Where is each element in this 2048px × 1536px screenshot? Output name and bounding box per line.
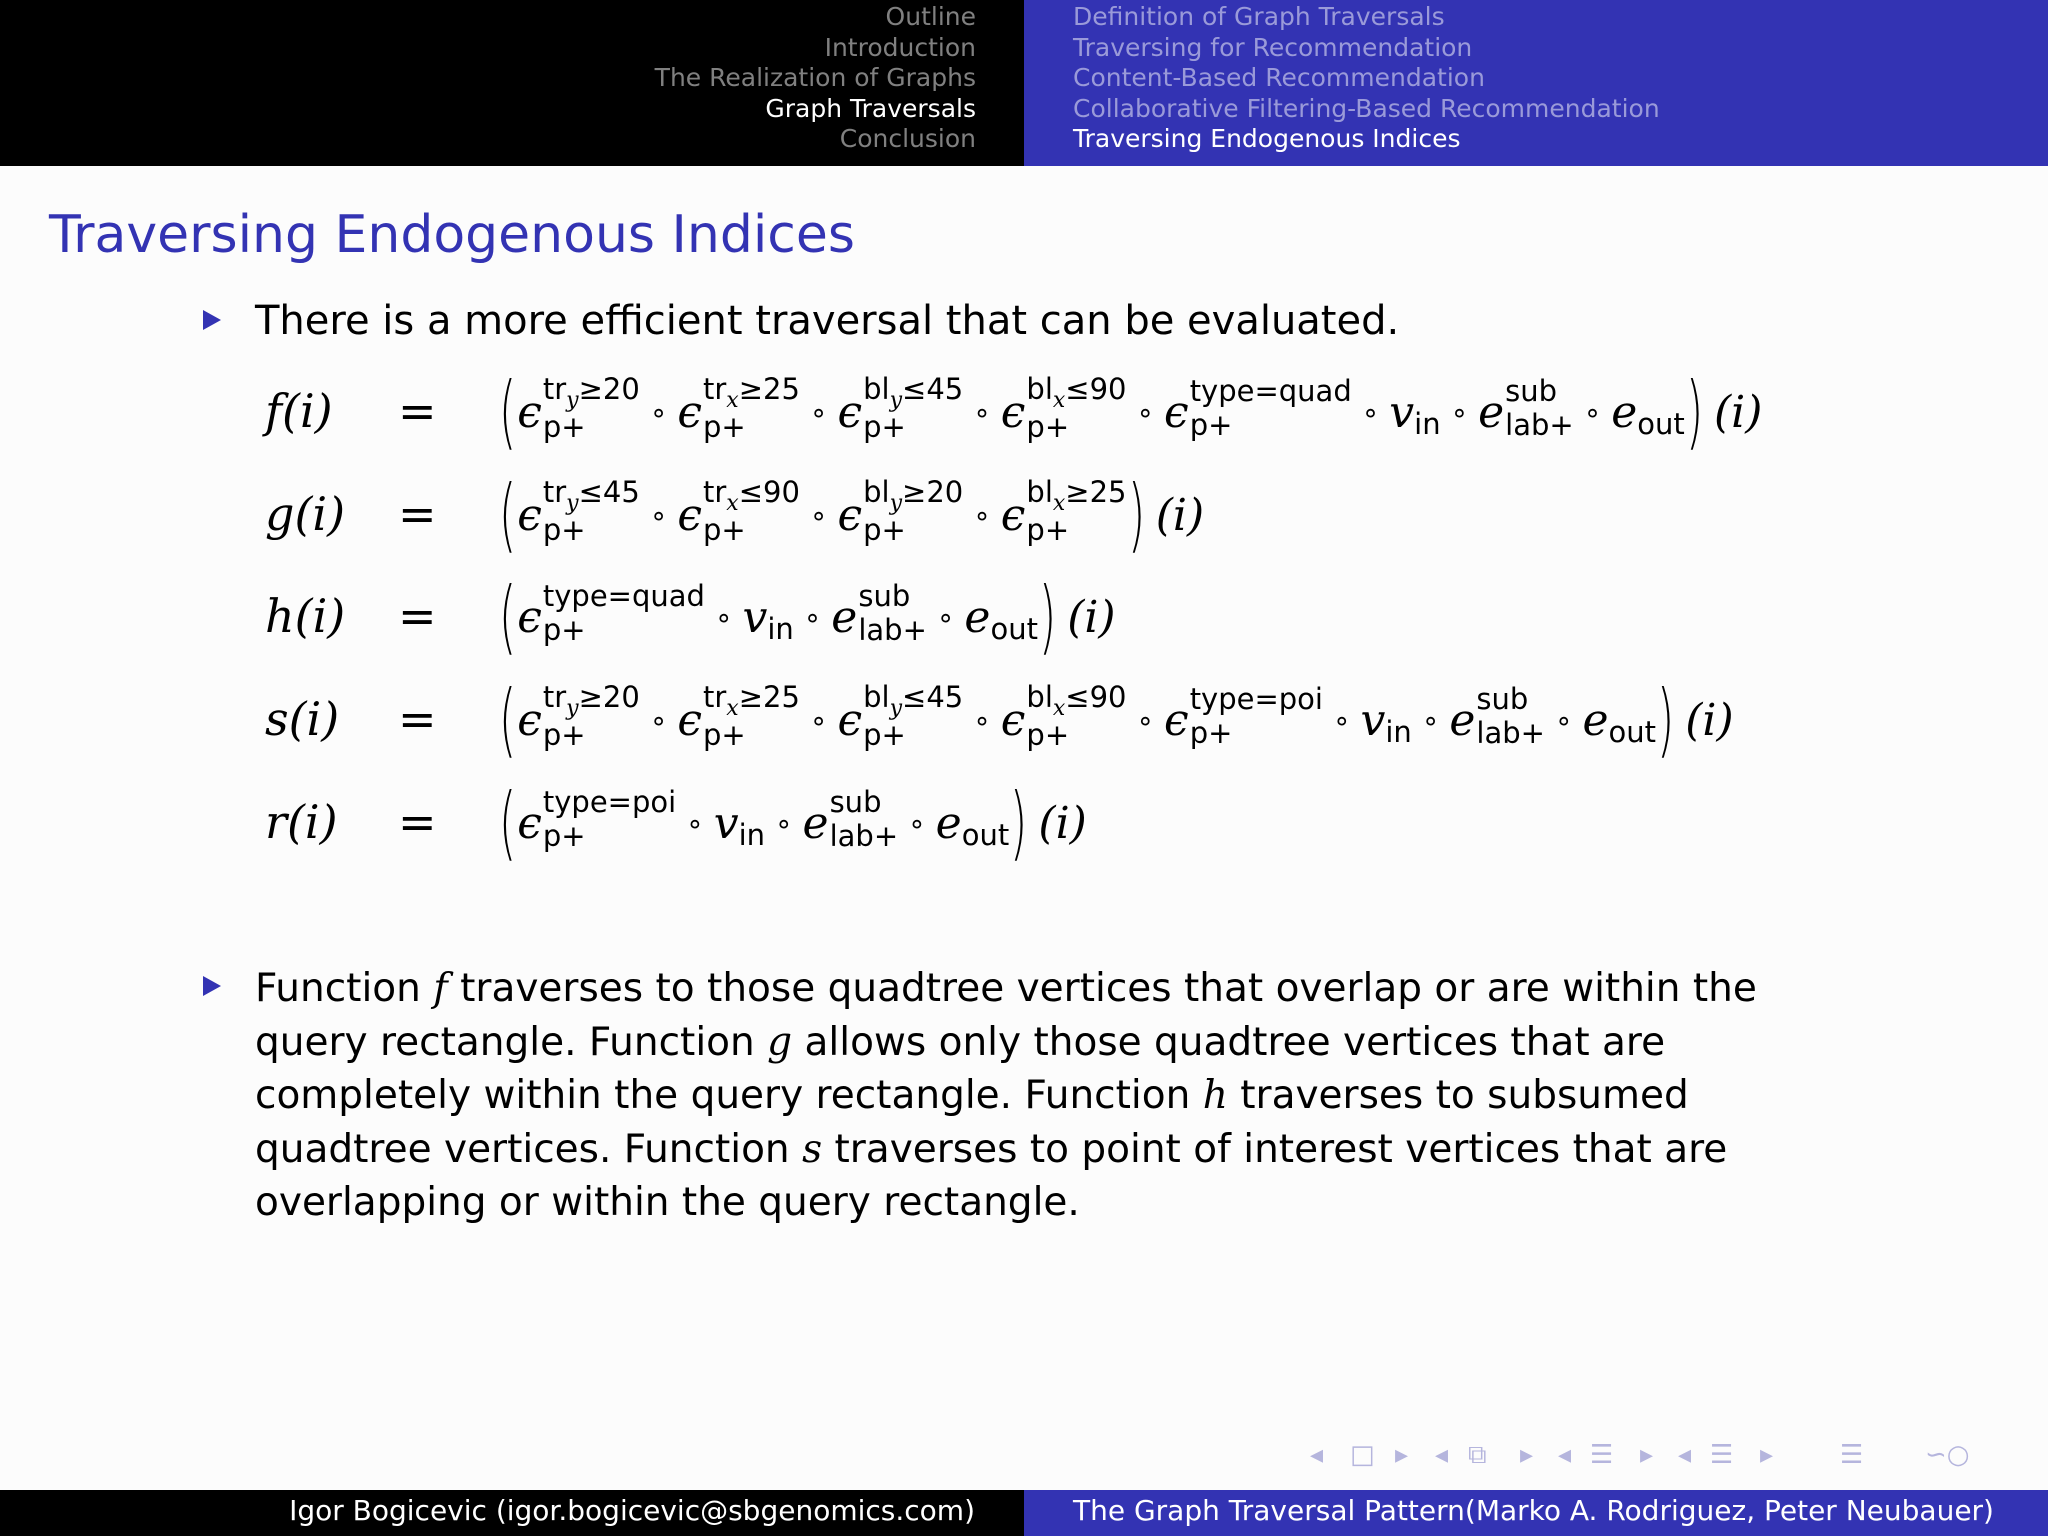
term-subscript: p+ bbox=[1026, 513, 1070, 547]
term-subscript: p+ bbox=[1026, 718, 1070, 752]
left-paren: ( bbox=[499, 570, 517, 663]
term-scripts bbox=[703, 372, 800, 444]
equation-term bbox=[1000, 372, 1127, 444]
term-subscript: p+ bbox=[703, 513, 746, 547]
left-paren: ( bbox=[499, 365, 517, 458]
term-subscript: lab+ bbox=[829, 819, 899, 853]
term-scripts bbox=[863, 372, 964, 444]
compose-operator: ∘ bbox=[1554, 703, 1573, 737]
compose-operator: ∘ bbox=[1136, 703, 1155, 737]
subsection-nav bbox=[1024, 0, 2048, 166]
sup-main: bl bbox=[863, 680, 890, 714]
term-scripts bbox=[542, 785, 677, 853]
term-scripts bbox=[863, 680, 964, 752]
equation-term bbox=[1360, 694, 1412, 749]
sup-rest: ≤45 bbox=[578, 475, 640, 509]
equation-lhs: s(i) bbox=[265, 692, 340, 746]
function-name: h bbox=[1202, 1073, 1228, 1118]
right-paren: ) bbox=[1038, 570, 1057, 663]
term-subscript: out bbox=[990, 612, 1038, 646]
term-superscript bbox=[703, 475, 800, 516]
nav-search-icon[interactable]: ∽○ bbox=[1925, 1440, 1970, 1470]
text-run: traverses to point of interest vertices that are overlapping or within the query rectangle. bbox=[255, 1126, 1728, 1225]
sup-main: tr bbox=[542, 372, 567, 406]
compose-operator: ∘ bbox=[809, 498, 828, 532]
compose-operator: ∘ bbox=[973, 498, 991, 532]
term-superscript bbox=[703, 372, 800, 413]
sup-rest: ≤90 bbox=[738, 475, 800, 509]
function-name: g bbox=[767, 1019, 793, 1065]
header-section-link[interactable]: Introduction bbox=[824, 32, 976, 62]
equation-term bbox=[517, 680, 640, 752]
sup-var: y bbox=[566, 696, 579, 721]
compose-operator: ∘ bbox=[686, 806, 704, 840]
step-symbol: e bbox=[1582, 694, 1609, 746]
sup-main: tr bbox=[703, 680, 727, 714]
equation-term bbox=[802, 785, 899, 853]
equation-term bbox=[1000, 475, 1127, 547]
term-superscript bbox=[543, 787, 676, 817]
term-subscript: p+ bbox=[542, 718, 586, 752]
nav-next-doc-icon[interactable]: ▸ bbox=[1760, 1440, 1774, 1470]
term-scripts bbox=[863, 475, 964, 547]
term-superscript bbox=[1190, 376, 1352, 406]
equation-argument: (i) bbox=[1685, 694, 1734, 746]
bullet-text bbox=[255, 962, 1795, 1230]
term-superscript: sub bbox=[1476, 682, 1529, 716]
header-subsection-link[interactable]: Traversing Endogenous Indices bbox=[1073, 124, 1461, 153]
term-subscript: lab+ bbox=[1505, 408, 1574, 442]
equation-term bbox=[837, 372, 964, 444]
nav-frame-icon[interactable]: □ bbox=[1350, 1440, 1375, 1470]
nav-outline-icon[interactable]: ☰ bbox=[1840, 1440, 1864, 1470]
term-scripts bbox=[1476, 682, 1545, 750]
sup-main: bl bbox=[1026, 372, 1053, 406]
compose-operator: ∘ bbox=[1421, 703, 1440, 737]
term-subscript: lab+ bbox=[1476, 716, 1545, 750]
nav-prev-frame-icon[interactable]: ◂ bbox=[1310, 1440, 1324, 1470]
term-superscript: sub bbox=[858, 579, 911, 613]
sup-main: type=quad bbox=[542, 579, 705, 613]
term-scripts bbox=[1505, 374, 1574, 442]
term-superscript bbox=[863, 372, 964, 413]
equation-lhs: f(i) bbox=[265, 384, 333, 438]
header-subsection-link[interactable]: Definition of Graph Traversals bbox=[1073, 2, 1445, 31]
header-subsection-link[interactable]: Collaborative Filtering-Based Recommendation bbox=[1073, 93, 1660, 123]
term-subscript: out bbox=[1637, 407, 1685, 441]
term-superscript bbox=[1190, 684, 1323, 714]
equation-row bbox=[0, 773, 2000, 873]
equation-term bbox=[1611, 386, 1685, 441]
term-superscript bbox=[863, 475, 964, 516]
sup-main: bl bbox=[863, 372, 890, 406]
compose-operator: ∘ bbox=[809, 703, 828, 737]
term-scripts bbox=[703, 475, 800, 547]
compose-operator: ∘ bbox=[1583, 395, 1602, 429]
term-superscript: sub bbox=[1505, 374, 1558, 408]
epsilon-symbol: ϵ bbox=[517, 489, 542, 541]
equation-rhs bbox=[498, 773, 1087, 873]
compose-operator: ∘ bbox=[1361, 395, 1380, 429]
compose-operator: ∘ bbox=[973, 703, 991, 737]
equation-term bbox=[1389, 386, 1441, 441]
compose-operator: ∘ bbox=[973, 395, 991, 429]
compose-operator: ∘ bbox=[775, 806, 793, 840]
sup-var: x bbox=[726, 696, 739, 721]
term-scripts bbox=[703, 680, 800, 752]
sup-rest: ≤45 bbox=[902, 680, 964, 714]
edge-symbol: e bbox=[802, 797, 829, 849]
epsilon-symbol: ϵ bbox=[1000, 489, 1026, 541]
term-superscript bbox=[543, 581, 705, 611]
term-scripts bbox=[542, 680, 640, 752]
term-subscript: p+ bbox=[542, 819, 586, 853]
equation-argument: (i) bbox=[1155, 489, 1205, 541]
equation-equals: = bbox=[398, 692, 437, 746]
sup-var: x bbox=[726, 491, 739, 516]
nav-next-subsection-icon[interactable]: ▸ bbox=[1520, 1440, 1534, 1470]
compose-operator: ∘ bbox=[936, 600, 955, 634]
equation-argument: (i) bbox=[1714, 386, 1763, 438]
equation-equals: = bbox=[398, 487, 437, 541]
footer-bar bbox=[0, 1490, 2048, 1536]
epsilon-symbol: ϵ bbox=[517, 386, 542, 438]
sup-main: bl bbox=[863, 475, 890, 509]
nav-section-icon[interactable]: ☰ bbox=[1590, 1440, 1614, 1470]
term-subscript: in bbox=[767, 612, 794, 646]
equation-term bbox=[677, 475, 800, 547]
equation-equals: = bbox=[398, 795, 437, 849]
slide-title: Traversing Endogenous Indices bbox=[49, 205, 855, 265]
epsilon-symbol: ϵ bbox=[1164, 694, 1189, 746]
sup-main: tr bbox=[703, 475, 727, 509]
sup-rest: ≥25 bbox=[1065, 475, 1127, 509]
navigation-symbols bbox=[1310, 1440, 2030, 1480]
sup-main: tr bbox=[542, 680, 567, 714]
nav-next-frame-icon[interactable]: ▸ bbox=[1395, 1440, 1409, 1470]
compose-operator: ∘ bbox=[803, 600, 822, 634]
equation-term bbox=[1449, 682, 1545, 750]
step-symbol: v bbox=[1389, 386, 1415, 438]
function-name: s bbox=[802, 1126, 823, 1172]
function-name: f bbox=[433, 966, 448, 1011]
equation-term bbox=[742, 591, 794, 646]
sup-main: type=poi bbox=[542, 785, 677, 819]
equation-term bbox=[837, 475, 964, 547]
sup-rest: ≥20 bbox=[578, 680, 640, 714]
edge-symbol: e bbox=[831, 591, 858, 643]
epsilon-symbol: ϵ bbox=[517, 591, 542, 643]
term-superscript bbox=[542, 372, 640, 413]
compose-operator: ∘ bbox=[1136, 395, 1155, 429]
footer-author: Igor Bogicevic (igor.bogicevic@sbgenomics.com) bbox=[0, 1490, 1024, 1536]
nav-next-section-icon[interactable]: ▸ bbox=[1640, 1440, 1654, 1470]
left-paren: ( bbox=[499, 776, 517, 869]
bullet-triangle-icon bbox=[203, 976, 221, 996]
equation-row bbox=[0, 362, 2000, 462]
equation-term bbox=[837, 680, 964, 752]
term-superscript bbox=[1026, 475, 1127, 516]
sup-rest: ≥20 bbox=[902, 475, 964, 509]
sup-main: bl bbox=[1026, 475, 1053, 509]
bullet-triangle-icon bbox=[203, 310, 221, 330]
step-symbol: v bbox=[713, 797, 739, 849]
bullet-text: There is a more efficient traversal that can be evaluated. bbox=[255, 298, 1400, 344]
header-section-link[interactable]: Conclusion bbox=[839, 124, 976, 153]
right-paren: ) bbox=[1685, 365, 1703, 458]
sup-rest: ≤90 bbox=[1065, 680, 1127, 714]
text-run: Function bbox=[255, 966, 434, 1011]
term-scripts bbox=[542, 475, 640, 547]
term-subscript: p+ bbox=[1026, 410, 1070, 444]
sup-main: tr bbox=[703, 372, 727, 406]
edge-symbol: e bbox=[1449, 694, 1476, 746]
right-paren: ) bbox=[1010, 776, 1028, 869]
term-superscript bbox=[1026, 372, 1127, 413]
equation-lhs: r(i) bbox=[265, 795, 338, 849]
equation-term bbox=[517, 372, 640, 444]
term-scripts bbox=[1026, 372, 1127, 444]
right-paren: ) bbox=[1657, 673, 1675, 766]
equation-term bbox=[677, 372, 800, 444]
compose-operator: ∘ bbox=[714, 600, 733, 634]
equation-equals: = bbox=[398, 589, 437, 643]
epsilon-symbol: ϵ bbox=[1164, 386, 1189, 438]
term-subscript: p+ bbox=[863, 513, 906, 547]
equation-term bbox=[1000, 680, 1127, 752]
sup-rest: ≤45 bbox=[902, 372, 964, 406]
nav-prev-doc-icon[interactable]: ◂ bbox=[1678, 1440, 1692, 1470]
compose-operator: ∘ bbox=[908, 806, 926, 840]
term-scripts bbox=[542, 372, 640, 444]
term-superscript bbox=[542, 475, 640, 516]
header-bar bbox=[0, 0, 2048, 166]
term-scripts bbox=[542, 579, 705, 647]
equation-term bbox=[677, 680, 800, 752]
term-subscript: in bbox=[1385, 715, 1412, 749]
text-run: traverses to subsumed quadtree vertices. Function bbox=[255, 1073, 1689, 1172]
term-scripts bbox=[1026, 475, 1127, 547]
term-subscript: p+ bbox=[703, 410, 746, 444]
term-subscript: out bbox=[1608, 715, 1657, 749]
equation-rhs bbox=[498, 362, 1762, 462]
sup-var: y bbox=[566, 491, 579, 516]
equation-term bbox=[1164, 374, 1352, 442]
equation-term bbox=[831, 579, 927, 647]
sup-main: bl bbox=[1026, 680, 1053, 714]
footer-title: The Graph Traversal Pattern(Marko A. Rodriguez, Peter Neubauer) bbox=[1024, 1490, 2048, 1536]
equation-row bbox=[0, 670, 2000, 770]
term-subscript: p+ bbox=[1189, 408, 1233, 442]
header-section-link[interactable]: The Realization of Graphs bbox=[654, 63, 976, 92]
epsilon-symbol: ϵ bbox=[517, 797, 542, 849]
sup-var: y bbox=[889, 388, 903, 413]
epsilon-symbol: ϵ bbox=[677, 386, 702, 438]
term-subscript: p+ bbox=[1189, 716, 1233, 750]
compose-operator: ∘ bbox=[809, 395, 828, 429]
equation-equals: = bbox=[398, 384, 437, 438]
equation-lhs: h(i) bbox=[265, 589, 346, 643]
equation-term bbox=[964, 591, 1038, 646]
equation-rhs bbox=[498, 670, 1734, 770]
epsilon-symbol: ϵ bbox=[517, 694, 542, 746]
epsilon-symbol: ϵ bbox=[1000, 694, 1026, 746]
term-subscript: p+ bbox=[542, 410, 586, 444]
epsilon-symbol: ϵ bbox=[677, 489, 702, 541]
left-paren: ( bbox=[499, 673, 517, 766]
sup-var: y bbox=[566, 388, 579, 413]
compose-operator: ∘ bbox=[649, 703, 668, 737]
step-symbol: v bbox=[742, 591, 768, 643]
term-superscript: sub bbox=[829, 785, 882, 819]
term-subscript: in bbox=[738, 818, 765, 852]
term-subscript: p+ bbox=[542, 513, 586, 547]
term-superscript bbox=[1026, 680, 1127, 721]
sup-rest: ≥25 bbox=[738, 372, 800, 406]
equation-term bbox=[1478, 374, 1574, 442]
sup-var: x bbox=[1052, 696, 1066, 721]
equation-term bbox=[713, 797, 765, 852]
equation-term bbox=[1582, 694, 1657, 749]
sup-var: y bbox=[889, 491, 903, 516]
term-scripts bbox=[829, 785, 899, 853]
epsilon-symbol: ϵ bbox=[837, 386, 863, 438]
epsilon-symbol: ϵ bbox=[677, 694, 702, 746]
sup-main: tr bbox=[542, 475, 567, 509]
step-symbol: e bbox=[1611, 386, 1638, 438]
sup-main: type=poi bbox=[1189, 682, 1323, 716]
header-subsection-link[interactable]: Traversing for Recommendation bbox=[1073, 32, 1473, 62]
edge-symbol: e bbox=[1478, 386, 1505, 438]
term-subscript: p+ bbox=[542, 613, 586, 647]
equation-rhs bbox=[498, 465, 1204, 565]
equation-lhs: g(i) bbox=[265, 487, 346, 541]
term-subscript: p+ bbox=[863, 718, 906, 752]
step-symbol: e bbox=[935, 797, 962, 849]
term-subscript: out bbox=[961, 818, 1010, 852]
compose-operator: ∘ bbox=[649, 498, 668, 532]
equation-term bbox=[517, 579, 705, 647]
sup-var: x bbox=[726, 388, 739, 413]
text-run: traverses to those quadtree vertices that overlap or are within the query rectangle. Function bbox=[255, 966, 1757, 1065]
term-subscript: p+ bbox=[703, 718, 746, 752]
equation-argument: (i) bbox=[1038, 797, 1087, 849]
equation-term bbox=[517, 785, 677, 853]
compose-operator: ∘ bbox=[649, 395, 668, 429]
nav-doc-icon[interactable]: ☰ bbox=[1710, 1440, 1734, 1470]
left-paren: ( bbox=[499, 468, 517, 561]
equation-term bbox=[517, 475, 640, 547]
term-superscript bbox=[703, 680, 800, 721]
right-paren: ) bbox=[1127, 468, 1145, 561]
sup-rest: ≥20 bbox=[578, 372, 640, 406]
equation-row bbox=[0, 567, 2000, 667]
sup-rest: ≥25 bbox=[738, 680, 800, 714]
sup-main: type=quad bbox=[1189, 374, 1352, 408]
term-subscript: in bbox=[1414, 407, 1441, 441]
equation-term bbox=[935, 797, 1010, 852]
sup-rest: ≤90 bbox=[1065, 372, 1127, 406]
nav-subsection-icon[interactable]: ⧉ bbox=[1468, 1440, 1487, 1470]
equation-row bbox=[0, 465, 2000, 565]
term-scripts bbox=[1189, 374, 1352, 442]
sup-var: y bbox=[889, 696, 903, 721]
equation-argument: (i) bbox=[1067, 591, 1116, 643]
sup-var: x bbox=[1052, 388, 1066, 413]
header-section-link[interactable]: Graph Traversals bbox=[765, 93, 976, 123]
term-subscript: lab+ bbox=[858, 613, 927, 647]
section-nav bbox=[0, 0, 1024, 166]
nav-prev-subsection-icon[interactable]: ◂ bbox=[1435, 1440, 1449, 1470]
header-section-link[interactable]: Outline bbox=[885, 2, 976, 31]
equation-rhs bbox=[498, 567, 1116, 667]
nav-prev-section-icon[interactable]: ◂ bbox=[1558, 1440, 1572, 1470]
header-subsection-link[interactable]: Content-Based Recommendation bbox=[1073, 63, 1485, 92]
term-superscript bbox=[542, 680, 640, 721]
step-symbol: v bbox=[1360, 694, 1386, 746]
epsilon-symbol: ϵ bbox=[837, 489, 863, 541]
term-subscript: p+ bbox=[863, 410, 906, 444]
term-scripts bbox=[1189, 682, 1323, 750]
term-scripts bbox=[858, 579, 927, 647]
term-superscript bbox=[863, 680, 964, 721]
text-run: allows only those quadtree vertices that are completely within the query rectangle. Function bbox=[255, 1019, 1666, 1118]
epsilon-symbol: ϵ bbox=[837, 694, 863, 746]
step-symbol: e bbox=[964, 591, 991, 643]
compose-operator: ∘ bbox=[1332, 703, 1351, 737]
sup-var: x bbox=[1052, 491, 1066, 516]
equation-term bbox=[1164, 682, 1323, 750]
term-scripts bbox=[1026, 680, 1127, 752]
epsilon-symbol: ϵ bbox=[1000, 386, 1026, 438]
compose-operator: ∘ bbox=[1450, 395, 1469, 429]
bullet-item bbox=[205, 962, 1805, 1230]
